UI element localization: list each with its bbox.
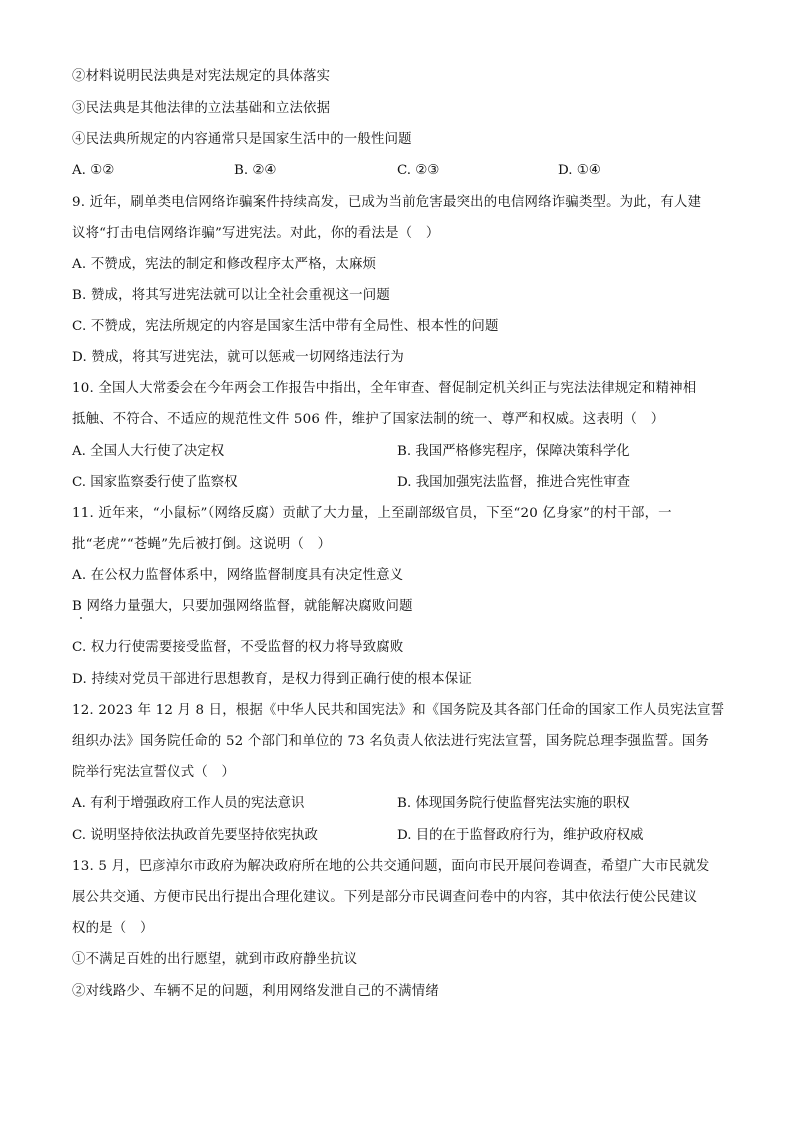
q8-statement-2: ②材料说明民法典是对宪法规定的具体落实 bbox=[72, 69, 331, 84]
q10-option-c: C. 国家监察委行使了监察权 bbox=[72, 475, 238, 490]
q11-stem-line-1: 11. 近年来，“小鼠标”（网络反腐）贡献了大力量，上至副部级官员，下至“20 亿身家”的村干部，一 bbox=[72, 506, 672, 521]
q9-stem-line-1: 9. 近年，刷单类电信网络诈骗案件持续高发，已成为当前危害最突出的电信网络诈骗类型。为此，有人建 bbox=[72, 195, 702, 210]
q8-option-d: D. ①④ bbox=[558, 163, 601, 178]
q12-option-a: A. 有利于增强政府工作人员的宪法意识 bbox=[72, 796, 305, 811]
q13-stem-line-3: 权的是（ ） bbox=[72, 921, 154, 936]
q8-option-c: C. ②③ bbox=[397, 163, 440, 178]
q9-option-b: B. 赞成，将其写进宪法就可以让全社会重视这一问题 bbox=[72, 288, 390, 303]
q8-statement-3: ③民法典是其他法律的立法基础和立法依据 bbox=[72, 101, 331, 116]
q10-stem-line-1: 10. 全国人大常委会在今年两会工作报告中指出，全年审查、督促制定机关纠正与宪法法律规定和精神相 bbox=[72, 381, 697, 396]
q10-option-a: A. 全国人大行使了决定权 bbox=[72, 444, 225, 459]
q10-option-d: D. 我国加强宪法监督，推进合宪性审查 bbox=[397, 475, 631, 490]
q11-option-b: B 网络力量强大，只要加强网络监督，就能解决腐败问题 bbox=[72, 599, 413, 614]
q10-option-b: B. 我国严格修宪程序，保障决策科学化 bbox=[397, 444, 630, 459]
q12-stem-line-1: 12. 2023 年 12 月 8 日，根据《中华人民共和国宪法》和《国务院及其各部门任命的国家工作人员宪法宣誓 bbox=[72, 703, 725, 718]
q8-option-b: B. ②④ bbox=[234, 163, 277, 178]
q9-option-a: A. 不赞成，宪法的制定和修改程序太严格，太麻烦 bbox=[72, 257, 377, 272]
q12-option-c: C. 说明坚持依法执政首先要坚持依宪执政 bbox=[72, 828, 318, 843]
q13-statement-2: ②对线路少、车辆不足的问题，利用网络发泄自己的不满情绪 bbox=[72, 984, 439, 999]
q11-option-c: C. 权力行使需要接受监督，不受监督的权力将导致腐败 bbox=[72, 640, 404, 655]
q13-statement-1: ①不满足百姓的出行愿望，就到市政府静坐抗议 bbox=[72, 952, 358, 967]
stray-dot-mark bbox=[80, 617, 82, 619]
q9-stem-line-2: 议将“打击电信网络诈骗”写进宪法。对此，你的看法是（ ） bbox=[72, 226, 440, 241]
q11-option-d: D. 持续对党员干部进行思想教育，是权力得到正确行使的根本保证 bbox=[72, 672, 472, 687]
q8-statement-4: ④民法典所规定的内容通常只是国家生活中的一般性问题 bbox=[72, 132, 412, 147]
q12-stem-line-2: 组织办法》国务院任命的 52 个部门和单位的 73 名负责人依法进行宪法宣誓，国务院总理李强监誓。国务 bbox=[72, 734, 710, 749]
q12-option-d: D. 目的在于监督政府行为，维护政府权威 bbox=[397, 828, 644, 843]
q9-option-c: C. 不赞成，宪法所规定的内容是国家生活中带有全局性、根本性的问题 bbox=[72, 319, 499, 334]
q12-option-b: B. 体现国务院行使监督宪法实施的职权 bbox=[397, 796, 630, 811]
q8-option-a: A. ①② bbox=[72, 163, 115, 178]
q13-stem-line-2: 展公共交通、方便市民出行提出合理化建议。下列是部分市民调查问卷中的内容，其中依法行使公民建议 bbox=[72, 890, 698, 905]
q11-stem-line-2: 批“老虎”“苍蝇”先后被打倒。这说明（ ） bbox=[72, 537, 332, 552]
q9-option-d: D. 赞成，将其写进宪法，就可以惩戒一切网络违法行为 bbox=[72, 350, 404, 365]
q12-stem-line-3: 院举行宪法宣誓仪式（ ） bbox=[72, 765, 236, 780]
q13-stem-line-1: 13. 5 月，巴彦淖尔市政府为解决政府所在地的公共交通问题，面向市民开展问卷调查，希望广大市民就发 bbox=[72, 859, 710, 874]
q11-option-a: A. 在公权力监督体系中，网络监督制度具有决定性意义 bbox=[72, 568, 404, 583]
q10-stem-line-2: 抵触、不符合、不适应的规范性文件 506 件，维护了国家法制的统一、尊严和权威。这表明（ ） bbox=[72, 412, 665, 427]
